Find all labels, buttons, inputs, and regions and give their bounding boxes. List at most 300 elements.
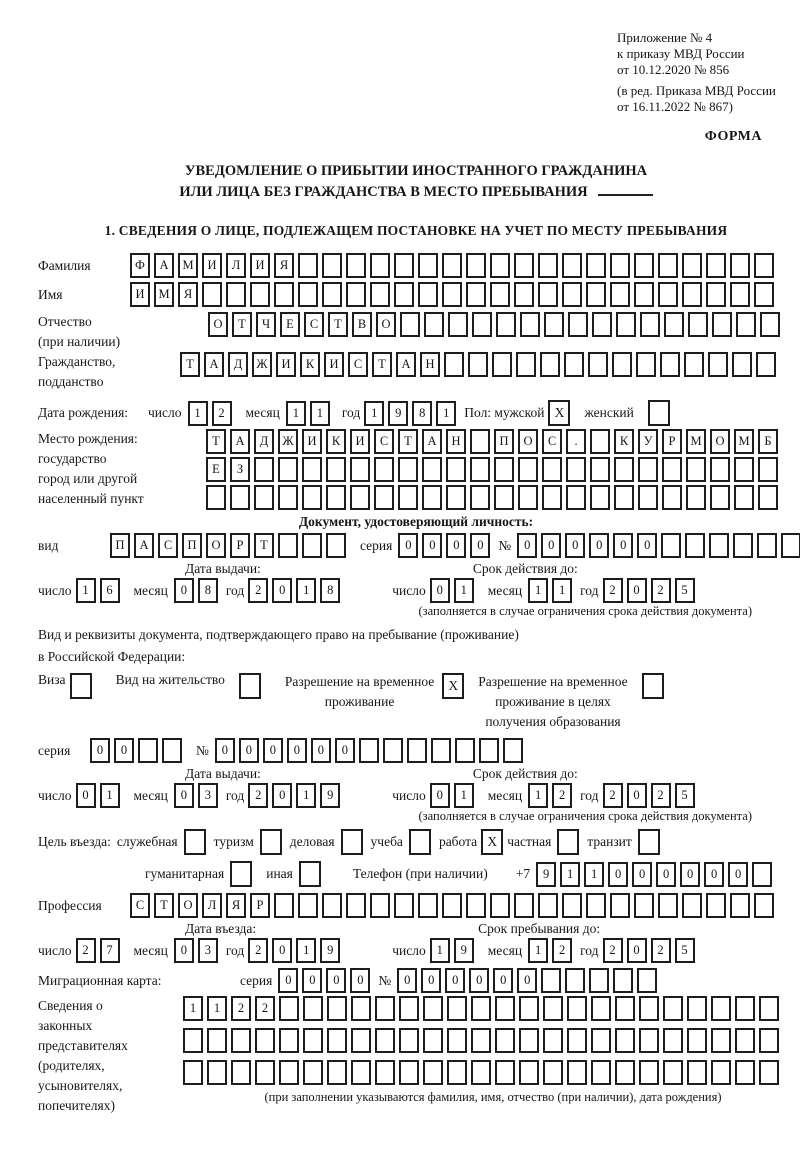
char-cell[interactable]: 1 bbox=[552, 578, 572, 603]
char-cell[interactable] bbox=[732, 352, 752, 377]
char-cell[interactable]: 0 bbox=[398, 533, 418, 558]
char-cell[interactable]: 9 bbox=[454, 938, 474, 963]
char-cell[interactable] bbox=[591, 996, 611, 1021]
char-cell[interactable]: 9 bbox=[536, 862, 556, 887]
char-cell[interactable]: Л bbox=[202, 893, 222, 918]
char-cell[interactable] bbox=[468, 352, 488, 377]
char-cell[interactable]: И bbox=[202, 253, 222, 278]
char-cell[interactable] bbox=[394, 253, 414, 278]
char-cell[interactable] bbox=[734, 457, 754, 482]
char-cell[interactable]: 1 bbox=[296, 938, 316, 963]
char-cell[interactable] bbox=[183, 1028, 203, 1053]
char-cell[interactable] bbox=[327, 1028, 347, 1053]
char-cell[interactable] bbox=[370, 282, 390, 307]
char-cell[interactable] bbox=[615, 1028, 635, 1053]
char-cell[interactable] bbox=[658, 282, 678, 307]
char-cell[interactable] bbox=[566, 457, 586, 482]
char-cell[interactable] bbox=[399, 996, 419, 1021]
char-cell[interactable]: 2 bbox=[651, 783, 671, 808]
purpose-other-checkbox[interactable] bbox=[299, 861, 321, 887]
char-cell[interactable]: 5 bbox=[675, 578, 695, 603]
char-cell[interactable] bbox=[207, 1028, 227, 1053]
char-cell[interactable]: 0 bbox=[446, 533, 466, 558]
char-cell[interactable] bbox=[687, 1028, 707, 1053]
char-cell[interactable]: И bbox=[302, 429, 322, 454]
char-cell[interactable] bbox=[374, 485, 394, 510]
char-cell[interactable]: 0 bbox=[704, 862, 724, 887]
char-cell[interactable] bbox=[759, 1028, 779, 1053]
char-cell[interactable] bbox=[494, 485, 514, 510]
char-cell[interactable] bbox=[730, 282, 750, 307]
char-cell[interactable]: 1 bbox=[364, 401, 384, 426]
char-cell[interactable] bbox=[255, 1060, 275, 1085]
char-cell[interactable]: О bbox=[178, 893, 198, 918]
char-cell[interactable]: Т bbox=[232, 312, 252, 337]
char-cell[interactable] bbox=[638, 457, 658, 482]
char-cell[interactable]: Е bbox=[206, 457, 226, 482]
char-cell[interactable] bbox=[660, 352, 680, 377]
char-cell[interactable] bbox=[664, 312, 684, 337]
temp-education-checkbox[interactable] bbox=[642, 673, 664, 699]
char-cell[interactable] bbox=[470, 429, 490, 454]
char-cell[interactable]: А bbox=[396, 352, 416, 377]
char-cell[interactable] bbox=[398, 457, 418, 482]
char-cell[interactable] bbox=[616, 312, 636, 337]
char-cell[interactable] bbox=[231, 1060, 251, 1085]
char-cell[interactable] bbox=[431, 738, 451, 763]
char-cell[interactable] bbox=[639, 1060, 659, 1085]
char-cell[interactable] bbox=[470, 457, 490, 482]
char-cell[interactable] bbox=[541, 968, 561, 993]
char-cell[interactable] bbox=[254, 457, 274, 482]
char-cell[interactable] bbox=[758, 485, 778, 510]
char-cell[interactable]: С bbox=[374, 429, 394, 454]
char-cell[interactable]: 0 bbox=[422, 533, 442, 558]
char-cell[interactable] bbox=[471, 996, 491, 1021]
char-cell[interactable]: К bbox=[326, 429, 346, 454]
char-cell[interactable] bbox=[446, 457, 466, 482]
char-cell[interactable] bbox=[638, 485, 658, 510]
char-cell[interactable] bbox=[610, 253, 630, 278]
char-cell[interactable] bbox=[564, 352, 584, 377]
char-cell[interactable] bbox=[686, 457, 706, 482]
char-cell[interactable] bbox=[278, 533, 298, 558]
char-cell[interactable] bbox=[562, 893, 582, 918]
char-cell[interactable] bbox=[407, 738, 427, 763]
char-cell[interactable] bbox=[610, 893, 630, 918]
char-cell[interactable] bbox=[634, 893, 654, 918]
char-cell[interactable]: К bbox=[614, 429, 634, 454]
char-cell[interactable] bbox=[494, 457, 514, 482]
char-cell[interactable] bbox=[687, 1060, 707, 1085]
char-cell[interactable] bbox=[588, 352, 608, 377]
char-cell[interactable]: 0 bbox=[272, 938, 292, 963]
char-cell[interactable] bbox=[466, 253, 486, 278]
char-cell[interactable]: 5 bbox=[675, 938, 695, 963]
char-cell[interactable] bbox=[514, 282, 534, 307]
char-cell[interactable] bbox=[490, 282, 510, 307]
char-cell[interactable]: 8 bbox=[412, 401, 432, 426]
char-cell[interactable]: 1 bbox=[286, 401, 306, 426]
char-cell[interactable]: 0 bbox=[430, 578, 450, 603]
purpose-tourism-checkbox[interactable] bbox=[260, 829, 282, 855]
char-cell[interactable] bbox=[614, 457, 634, 482]
char-cell[interactable] bbox=[735, 996, 755, 1021]
char-cell[interactable] bbox=[663, 1060, 683, 1085]
char-cell[interactable]: Я bbox=[178, 282, 198, 307]
char-cell[interactable] bbox=[586, 253, 606, 278]
char-cell[interactable] bbox=[735, 1028, 755, 1053]
char-cell[interactable] bbox=[503, 738, 523, 763]
char-cell[interactable]: 0 bbox=[239, 738, 259, 763]
char-cell[interactable] bbox=[298, 893, 318, 918]
char-cell[interactable]: Д bbox=[254, 429, 274, 454]
char-cell[interactable]: Ф bbox=[130, 253, 150, 278]
char-cell[interactable]: Д bbox=[228, 352, 248, 377]
char-cell[interactable]: П bbox=[182, 533, 202, 558]
char-cell[interactable] bbox=[279, 1028, 299, 1053]
char-cell[interactable]: 0 bbox=[174, 938, 194, 963]
char-cell[interactable] bbox=[589, 968, 609, 993]
char-cell[interactable]: Ч bbox=[256, 312, 276, 337]
char-cell[interactable]: Т bbox=[398, 429, 418, 454]
char-cell[interactable] bbox=[490, 253, 510, 278]
char-cell[interactable]: Т bbox=[328, 312, 348, 337]
char-cell[interactable] bbox=[637, 968, 657, 993]
char-cell[interactable]: 0 bbox=[350, 968, 370, 993]
char-cell[interactable]: 1 bbox=[207, 996, 227, 1021]
char-cell[interactable]: 0 bbox=[632, 862, 652, 887]
temp-residence-checkbox[interactable]: X bbox=[442, 673, 464, 699]
char-cell[interactable]: 9 bbox=[320, 938, 340, 963]
char-cell[interactable]: 2 bbox=[231, 996, 251, 1021]
char-cell[interactable]: О bbox=[206, 533, 226, 558]
char-cell[interactable] bbox=[640, 312, 660, 337]
char-cell[interactable] bbox=[562, 282, 582, 307]
char-cell[interactable]: О bbox=[710, 429, 730, 454]
char-cell[interactable]: 0 bbox=[445, 968, 465, 993]
char-cell[interactable] bbox=[586, 282, 606, 307]
char-cell[interactable] bbox=[516, 352, 536, 377]
char-cell[interactable] bbox=[543, 996, 563, 1021]
char-cell[interactable]: И bbox=[324, 352, 344, 377]
sex-female-checkbox[interactable] bbox=[648, 400, 670, 426]
char-cell[interactable]: Т bbox=[206, 429, 226, 454]
char-cell[interactable] bbox=[662, 485, 682, 510]
char-cell[interactable] bbox=[207, 1060, 227, 1085]
char-cell[interactable] bbox=[470, 485, 490, 510]
char-cell[interactable]: П bbox=[110, 533, 130, 558]
char-cell[interactable]: 0 bbox=[470, 533, 490, 558]
char-cell[interactable] bbox=[495, 1028, 515, 1053]
char-cell[interactable] bbox=[565, 968, 585, 993]
char-cell[interactable]: Б bbox=[758, 429, 778, 454]
char-cell[interactable]: Я bbox=[274, 253, 294, 278]
char-cell[interactable] bbox=[752, 862, 772, 887]
char-cell[interactable] bbox=[471, 1028, 491, 1053]
char-cell[interactable]: Л bbox=[226, 253, 246, 278]
char-cell[interactable] bbox=[756, 352, 776, 377]
char-cell[interactable]: 0 bbox=[589, 533, 609, 558]
char-cell[interactable] bbox=[567, 996, 587, 1021]
char-cell[interactable] bbox=[442, 253, 462, 278]
char-cell[interactable]: Ж bbox=[252, 352, 272, 377]
char-cell[interactable] bbox=[303, 1060, 323, 1085]
char-cell[interactable] bbox=[566, 485, 586, 510]
char-cell[interactable] bbox=[733, 533, 753, 558]
char-cell[interactable]: 2 bbox=[651, 578, 671, 603]
char-cell[interactable]: 8 bbox=[320, 578, 340, 603]
char-cell[interactable] bbox=[322, 282, 342, 307]
char-cell[interactable]: 0 bbox=[335, 738, 355, 763]
char-cell[interactable]: 8 bbox=[198, 578, 218, 603]
purpose-business-checkbox[interactable] bbox=[341, 829, 363, 855]
char-cell[interactable] bbox=[326, 457, 346, 482]
char-cell[interactable]: И bbox=[250, 253, 270, 278]
char-cell[interactable]: 0 bbox=[90, 738, 110, 763]
char-cell[interactable] bbox=[757, 533, 777, 558]
char-cell[interactable] bbox=[350, 457, 370, 482]
char-cell[interactable]: 0 bbox=[430, 783, 450, 808]
char-cell[interactable] bbox=[183, 1060, 203, 1085]
char-cell[interactable] bbox=[350, 485, 370, 510]
char-cell[interactable]: 0 bbox=[541, 533, 561, 558]
char-cell[interactable] bbox=[278, 485, 298, 510]
char-cell[interactable] bbox=[658, 253, 678, 278]
char-cell[interactable] bbox=[759, 996, 779, 1021]
char-cell[interactable]: А bbox=[154, 253, 174, 278]
char-cell[interactable] bbox=[422, 485, 442, 510]
char-cell[interactable] bbox=[760, 312, 780, 337]
char-cell[interactable] bbox=[686, 485, 706, 510]
char-cell[interactable] bbox=[590, 429, 610, 454]
char-cell[interactable]: . bbox=[566, 429, 586, 454]
char-cell[interactable]: М bbox=[686, 429, 706, 454]
char-cell[interactable] bbox=[663, 1028, 683, 1053]
char-cell[interactable]: Р bbox=[230, 533, 250, 558]
char-cell[interactable]: Н bbox=[446, 429, 466, 454]
char-cell[interactable] bbox=[709, 533, 729, 558]
char-cell[interactable] bbox=[735, 1060, 755, 1085]
char-cell[interactable] bbox=[711, 1060, 731, 1085]
char-cell[interactable] bbox=[455, 738, 475, 763]
char-cell[interactable] bbox=[634, 282, 654, 307]
char-cell[interactable]: И bbox=[130, 282, 150, 307]
char-cell[interactable]: 0 bbox=[517, 968, 537, 993]
char-cell[interactable]: М bbox=[178, 253, 198, 278]
char-cell[interactable] bbox=[496, 312, 516, 337]
char-cell[interactable] bbox=[326, 485, 346, 510]
char-cell[interactable]: 0 bbox=[469, 968, 489, 993]
char-cell[interactable] bbox=[754, 893, 774, 918]
char-cell[interactable] bbox=[162, 738, 182, 763]
char-cell[interactable] bbox=[346, 893, 366, 918]
char-cell[interactable]: 1 bbox=[296, 578, 316, 603]
purpose-work-checkbox[interactable]: X bbox=[481, 829, 503, 855]
char-cell[interactable] bbox=[634, 253, 654, 278]
char-cell[interactable] bbox=[543, 1028, 563, 1053]
purpose-transit-checkbox[interactable] bbox=[638, 829, 660, 855]
char-cell[interactable] bbox=[202, 282, 222, 307]
char-cell[interactable] bbox=[322, 253, 342, 278]
char-cell[interactable]: З bbox=[230, 457, 250, 482]
char-cell[interactable]: 3 bbox=[198, 938, 218, 963]
char-cell[interactable] bbox=[591, 1060, 611, 1085]
char-cell[interactable]: К bbox=[300, 352, 320, 377]
char-cell[interactable]: 0 bbox=[656, 862, 676, 887]
char-cell[interactable] bbox=[514, 253, 534, 278]
char-cell[interactable] bbox=[614, 485, 634, 510]
char-cell[interactable]: И bbox=[350, 429, 370, 454]
purpose-official-checkbox[interactable] bbox=[184, 829, 206, 855]
char-cell[interactable] bbox=[492, 352, 512, 377]
char-cell[interactable]: 7 bbox=[100, 938, 120, 963]
char-cell[interactable] bbox=[383, 738, 403, 763]
char-cell[interactable] bbox=[274, 893, 294, 918]
char-cell[interactable] bbox=[684, 352, 704, 377]
char-cell[interactable]: 2 bbox=[603, 938, 623, 963]
char-cell[interactable] bbox=[612, 352, 632, 377]
char-cell[interactable] bbox=[610, 282, 630, 307]
char-cell[interactable] bbox=[591, 1028, 611, 1053]
char-cell[interactable] bbox=[542, 457, 562, 482]
char-cell[interactable] bbox=[615, 996, 635, 1021]
char-cell[interactable] bbox=[685, 533, 705, 558]
char-cell[interactable] bbox=[706, 253, 726, 278]
char-cell[interactable]: 5 bbox=[675, 783, 695, 808]
char-cell[interactable] bbox=[538, 253, 558, 278]
char-cell[interactable] bbox=[544, 312, 564, 337]
char-cell[interactable]: О bbox=[376, 312, 396, 337]
residence-permit-checkbox[interactable] bbox=[239, 673, 261, 699]
char-cell[interactable] bbox=[375, 1028, 395, 1053]
char-cell[interactable]: 0 bbox=[114, 738, 134, 763]
char-cell[interactable]: Н bbox=[420, 352, 440, 377]
char-cell[interactable] bbox=[471, 1060, 491, 1085]
char-cell[interactable] bbox=[538, 282, 558, 307]
char-cell[interactable] bbox=[754, 282, 774, 307]
char-cell[interactable]: 0 bbox=[302, 968, 322, 993]
char-cell[interactable] bbox=[370, 253, 390, 278]
char-cell[interactable]: 0 bbox=[613, 533, 633, 558]
char-cell[interactable]: 9 bbox=[320, 783, 340, 808]
char-cell[interactable] bbox=[254, 485, 274, 510]
char-cell[interactable] bbox=[230, 485, 250, 510]
char-cell[interactable] bbox=[446, 485, 466, 510]
char-cell[interactable]: 1 bbox=[310, 401, 330, 426]
char-cell[interactable] bbox=[226, 282, 246, 307]
char-cell[interactable] bbox=[375, 1060, 395, 1085]
char-cell[interactable]: С bbox=[304, 312, 324, 337]
char-cell[interactable] bbox=[418, 253, 438, 278]
char-cell[interactable] bbox=[346, 253, 366, 278]
char-cell[interactable] bbox=[374, 457, 394, 482]
char-cell[interactable] bbox=[351, 1060, 371, 1085]
char-cell[interactable] bbox=[567, 1028, 587, 1053]
char-cell[interactable]: 1 bbox=[528, 783, 548, 808]
char-cell[interactable] bbox=[346, 282, 366, 307]
char-cell[interactable]: 1 bbox=[183, 996, 203, 1021]
char-cell[interactable]: С bbox=[158, 533, 178, 558]
char-cell[interactable] bbox=[639, 1028, 659, 1053]
char-cell[interactable] bbox=[423, 1060, 443, 1085]
char-cell[interactable] bbox=[447, 996, 467, 1021]
char-cell[interactable] bbox=[730, 893, 750, 918]
char-cell[interactable] bbox=[543, 1060, 563, 1085]
char-cell[interactable]: 0 bbox=[680, 862, 700, 887]
char-cell[interactable]: М bbox=[154, 282, 174, 307]
char-cell[interactable]: С bbox=[542, 429, 562, 454]
char-cell[interactable] bbox=[479, 738, 499, 763]
char-cell[interactable] bbox=[542, 485, 562, 510]
char-cell[interactable]: 0 bbox=[397, 968, 417, 993]
char-cell[interactable] bbox=[658, 893, 678, 918]
char-cell[interactable] bbox=[400, 312, 420, 337]
char-cell[interactable] bbox=[758, 457, 778, 482]
char-cell[interactable] bbox=[710, 485, 730, 510]
char-cell[interactable] bbox=[302, 533, 322, 558]
purpose-humanitarian-checkbox[interactable] bbox=[230, 861, 252, 887]
char-cell[interactable]: 2 bbox=[248, 783, 268, 808]
char-cell[interactable] bbox=[359, 738, 379, 763]
char-cell[interactable] bbox=[326, 533, 346, 558]
char-cell[interactable] bbox=[687, 996, 707, 1021]
char-cell[interactable]: 3 bbox=[198, 783, 218, 808]
char-cell[interactable] bbox=[613, 968, 633, 993]
char-cell[interactable]: Т bbox=[154, 893, 174, 918]
char-cell[interactable]: 1 bbox=[454, 783, 474, 808]
char-cell[interactable]: 6 bbox=[100, 578, 120, 603]
char-cell[interactable] bbox=[399, 1060, 419, 1085]
char-cell[interactable] bbox=[448, 312, 468, 337]
char-cell[interactable]: Р bbox=[250, 893, 270, 918]
char-cell[interactable] bbox=[447, 1060, 467, 1085]
char-cell[interactable]: 2 bbox=[651, 938, 671, 963]
visa-checkbox[interactable] bbox=[70, 673, 92, 699]
char-cell[interactable]: 2 bbox=[212, 401, 232, 426]
char-cell[interactable]: 0 bbox=[493, 968, 513, 993]
char-cell[interactable]: 1 bbox=[188, 401, 208, 426]
char-cell[interactable]: В bbox=[352, 312, 372, 337]
char-cell[interactable] bbox=[781, 533, 800, 558]
char-cell[interactable]: 2 bbox=[552, 783, 572, 808]
char-cell[interactable]: 2 bbox=[255, 996, 275, 1021]
char-cell[interactable]: 0 bbox=[278, 968, 298, 993]
char-cell[interactable]: 0 bbox=[627, 938, 647, 963]
char-cell[interactable]: 0 bbox=[174, 578, 194, 603]
char-cell[interactable] bbox=[302, 457, 322, 482]
char-cell[interactable] bbox=[514, 893, 534, 918]
char-cell[interactable]: Т bbox=[254, 533, 274, 558]
char-cell[interactable] bbox=[394, 282, 414, 307]
char-cell[interactable]: 1 bbox=[100, 783, 120, 808]
char-cell[interactable] bbox=[708, 352, 728, 377]
char-cell[interactable] bbox=[590, 485, 610, 510]
char-cell[interactable] bbox=[422, 457, 442, 482]
char-cell[interactable]: 2 bbox=[76, 938, 96, 963]
char-cell[interactable] bbox=[567, 1060, 587, 1085]
char-cell[interactable]: 0 bbox=[272, 578, 292, 603]
purpose-private-checkbox[interactable] bbox=[557, 829, 579, 855]
char-cell[interactable] bbox=[682, 253, 702, 278]
char-cell[interactable] bbox=[706, 282, 726, 307]
char-cell[interactable] bbox=[662, 457, 682, 482]
char-cell[interactable] bbox=[538, 893, 558, 918]
char-cell[interactable] bbox=[615, 1060, 635, 1085]
char-cell[interactable]: 1 bbox=[454, 578, 474, 603]
char-cell[interactable] bbox=[351, 996, 371, 1021]
char-cell[interactable]: М bbox=[734, 429, 754, 454]
